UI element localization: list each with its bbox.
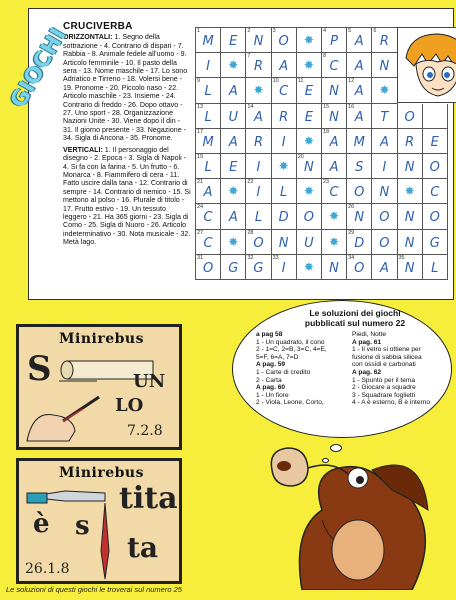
solution-line: 3 - Squadrare foglietti xyxy=(352,391,416,399)
boy-cartoon-icon xyxy=(398,28,456,103)
crossword-cell[interactable] xyxy=(372,179,397,204)
rebus2-letter-s: s xyxy=(75,511,90,541)
cell-letter: I xyxy=(256,159,261,175)
crossword-cell[interactable] xyxy=(196,204,221,229)
arm-syringe-icon xyxy=(23,391,103,445)
cell-letter: G xyxy=(228,260,239,276)
crossword-block xyxy=(221,53,246,78)
cell-letter: O xyxy=(278,34,289,49)
cell-number: 9 xyxy=(197,78,201,85)
crossword-cell[interactable] xyxy=(297,78,322,103)
rebus1-letter-s: S xyxy=(27,349,52,389)
crossword-cell[interactable] xyxy=(372,154,397,179)
cell-number: 3 xyxy=(272,28,276,34)
down-clues xyxy=(63,146,191,247)
solution-line: A pag. 62 xyxy=(352,368,382,376)
solutions-title xyxy=(280,308,430,328)
solution-line: A pag. 59 xyxy=(256,361,286,369)
crossword-cell[interactable] xyxy=(347,255,372,280)
crossword-cell[interactable] xyxy=(347,53,372,78)
cell-letter: O xyxy=(379,210,390,226)
crossword-cell[interactable] xyxy=(398,154,423,179)
cartoon-portrait xyxy=(397,27,456,103)
cell-letter: L xyxy=(280,185,288,201)
solution-line: Piedi, Notte xyxy=(352,331,387,338)
cell-letter: U xyxy=(228,109,239,125)
crossword-cell[interactable] xyxy=(221,204,246,229)
solution-line: 5=F, 6=A, 7=D xyxy=(256,353,299,361)
crossword-cell[interactable] xyxy=(347,129,372,154)
crossword-cell[interactable] xyxy=(297,154,322,179)
cell-letter: A xyxy=(354,34,364,49)
cell-letter: I xyxy=(256,185,261,201)
crossword-title: CRUCIVERBA xyxy=(63,21,133,32)
crossword-cell[interactable] xyxy=(221,28,246,53)
cell-letter: L xyxy=(204,109,212,125)
cell-letter: R xyxy=(405,134,415,150)
crossword-block xyxy=(221,230,246,255)
crossword-cell[interactable] xyxy=(322,53,347,78)
rebus1-numbers: 7.2.8 xyxy=(127,423,163,439)
crossword-block xyxy=(372,78,397,103)
crossword-cell[interactable] xyxy=(347,154,372,179)
cell-letter: N xyxy=(404,235,415,251)
crossword-cell[interactable] xyxy=(196,129,221,154)
cell-number: 28 xyxy=(247,229,254,236)
cell-letter: E xyxy=(229,159,238,175)
solution-line: a pag 58 xyxy=(256,331,283,338)
across-label: ORIZZONTALI: xyxy=(63,33,113,42)
cell-letter: A xyxy=(279,59,289,75)
crossword-cell[interactable] xyxy=(196,28,221,53)
down-label: VERTICALI: xyxy=(63,145,103,154)
cell-letter: C xyxy=(203,235,213,251)
crossword-block xyxy=(322,230,347,255)
minirebus-2-title: Minirebus xyxy=(59,465,144,481)
crossword-cell[interactable] xyxy=(272,53,297,78)
cell-number: 17 xyxy=(197,128,204,135)
cell-letter: P xyxy=(330,34,338,49)
cell-number: 12 xyxy=(348,78,355,85)
rebus2-numbers: 26.1.8 xyxy=(25,561,70,577)
crossword-cell[interactable] xyxy=(347,230,372,255)
crossword-block xyxy=(297,255,322,280)
crossword-cell[interactable] xyxy=(322,78,347,103)
cell-letter: N xyxy=(354,210,365,226)
cell-letter: E xyxy=(304,84,313,100)
section-label xyxy=(2,10,72,130)
cell-number: 33 xyxy=(272,254,279,261)
crossword-cell[interactable] xyxy=(297,230,322,255)
crossword-cell[interactable] xyxy=(372,230,397,255)
cell-letter: L xyxy=(204,159,212,175)
crossword-cell[interactable] xyxy=(272,129,297,154)
cell-letter: C xyxy=(279,84,289,100)
pen-nib-icon xyxy=(95,501,115,581)
crossword-cell[interactable] xyxy=(398,129,423,154)
down-text: 1. Il personaggio del disegno - 2. Epoca - 3. Sigla di Napoli - 4. Si fa con la farina - 5. Un frutto - 6. Monarca - 8. Fiammifero di cera - 11. Fatto uscire dalla tana - 12. Contrario di sempre - 14. Contrario di nemico - 15. Si mettono al polso - 16. Plurale di titolo - 17. Frutto estivo - 19. Un tessuto leggero - 21. Ha 365 giorni - 23. Sigla di Como - 25. Sigla di Nuoro - 26. Articolo indeterminativo - 30. Nota musicale - 32. Metà lago. xyxy=(63,145,191,247)
cell-letter: N xyxy=(329,84,339,100)
cell-number: 20 xyxy=(297,153,304,160)
rebus2-letter-e: è xyxy=(33,509,50,539)
rebus1-word-un: UN xyxy=(133,371,166,392)
cell-letter: A xyxy=(329,134,339,150)
crossword-block xyxy=(297,179,322,204)
solution-line: fusione di sabbia silicea xyxy=(352,353,422,361)
cell-number: 27 xyxy=(197,229,204,236)
solution-line: 1 - Un fiore xyxy=(256,391,289,399)
crossword-cell[interactable] xyxy=(372,129,397,154)
rebus2-word-tita: tita xyxy=(119,481,178,516)
crossword-cell[interactable] xyxy=(272,255,297,280)
cell-letter: I xyxy=(281,134,286,150)
crossword-cell[interactable] xyxy=(322,129,347,154)
solution-line: 2 - Giocare a squadre xyxy=(352,384,416,392)
crossword-cell[interactable] xyxy=(196,104,221,129)
cell-number: 11 xyxy=(297,78,304,85)
crossword-cell[interactable] xyxy=(196,154,221,179)
crossword-cell[interactable] xyxy=(322,28,347,53)
cell-letter: A xyxy=(379,260,389,276)
cell-letter: R xyxy=(379,34,389,49)
cell-letter: N xyxy=(303,159,314,175)
cell-letter: A xyxy=(254,109,263,125)
cell-letter: T xyxy=(380,109,389,125)
cell-letter: M xyxy=(202,34,214,49)
crossword-cell[interactable] xyxy=(272,230,297,255)
cell-letter: A xyxy=(203,185,213,201)
crossword-cell[interactable] xyxy=(221,78,246,103)
crossword-cell[interactable] xyxy=(221,129,246,154)
solution-line: 2 - Viola, Leone, Corto, xyxy=(256,399,324,407)
crossword-cell[interactable] xyxy=(196,179,221,204)
solution-line: 1 - Carte di credito xyxy=(256,368,311,376)
cell-letter: I xyxy=(382,159,387,175)
crossword-cell[interactable] xyxy=(423,179,448,204)
cell-number: 6 xyxy=(373,28,377,34)
cell-number: 19 xyxy=(197,153,204,160)
cell-letter: N xyxy=(329,109,339,125)
cell-number: 2 xyxy=(247,28,251,34)
crossword-cell[interactable] xyxy=(272,78,297,103)
crossword-cell[interactable] xyxy=(372,104,397,129)
cell-number: 16 xyxy=(348,103,355,110)
cell-letter: O xyxy=(429,210,440,226)
cell-number: 22 xyxy=(247,179,254,186)
solution-line: con ossidi e carbonati xyxy=(352,361,416,369)
cell-number: 31 xyxy=(197,254,204,261)
cell-letter: R xyxy=(253,59,263,75)
crossword-cell[interactable] xyxy=(246,28,271,53)
crossword-panel xyxy=(28,8,454,300)
cell-letter: I xyxy=(281,260,286,276)
cell-number: 14 xyxy=(247,103,254,110)
crossword-cell[interactable] xyxy=(246,53,271,78)
crossword-cell[interactable] xyxy=(347,28,372,53)
crossword-block xyxy=(322,204,347,229)
across-text: 1. Segno della sottrazione - 4. Contrario di dispari - 7. Rabbia - 8. Animale fedele all'uomo - 9. Articolo femminile - 10. Il pasto della sera - 13. Nome maschile - 17. Lo sono Adriatico e Tirreno - 18. Volersi bene - 19. Pronome - 20. Piccolo naso - 22. Articolo maschile - 23. Insieme - 24. Contrario di freddo - 26. Dopo ottavo - 27. Uno sport - 28. Organizzazione Nazioni Unite - 30. Viene dopo il din - 31. Il giorno presente - 33. Negazione - 34. Sigla di Ancona - 35. Pronome. xyxy=(63,33,188,143)
crossword-cell[interactable] xyxy=(246,255,271,280)
footnote: Le soluzioni di questi giochi le troverai sul numero 25 xyxy=(6,585,182,594)
cell-letter: N xyxy=(404,159,415,175)
cell-letter: A xyxy=(228,134,238,150)
crossword-cell[interactable] xyxy=(221,255,246,280)
cell-letter: E xyxy=(304,109,313,125)
minirebus-1 xyxy=(16,324,182,450)
crossword-block xyxy=(398,179,423,204)
rebus1-word-lo: LO xyxy=(115,395,144,416)
cell-letter: L xyxy=(254,210,263,226)
crossword-block xyxy=(272,154,297,179)
solution-line: 1 - Un quadrato, il cono xyxy=(256,338,325,346)
crossword-cell[interactable] xyxy=(221,104,246,129)
crossword-cell[interactable] xyxy=(372,255,397,280)
cell-letter: A xyxy=(354,84,364,100)
cell-letter: M xyxy=(202,134,214,150)
crossword-cell[interactable] xyxy=(246,154,271,179)
cell-letter: O xyxy=(303,210,314,226)
cell-number: 13 xyxy=(197,103,204,110)
cell-number: 18 xyxy=(322,128,330,135)
cell-letter: N xyxy=(404,210,415,226)
crossword-cell[interactable] xyxy=(423,129,448,154)
crossword-block xyxy=(297,129,322,154)
cell-letter: A xyxy=(228,210,238,226)
crossword-block xyxy=(221,179,246,204)
cell-letter: G xyxy=(253,260,264,276)
crossword-cell[interactable] xyxy=(347,204,372,229)
cell-number: 5 xyxy=(348,28,352,34)
cell-letter: N xyxy=(278,235,289,251)
cell-letter: N xyxy=(404,260,415,276)
cell-number: 23 xyxy=(322,179,330,186)
crossword-cell[interactable] xyxy=(372,204,397,229)
crossword-cell[interactable] xyxy=(322,154,347,179)
minirebus-1-title: Minirebus xyxy=(59,331,144,347)
crossword-grid-wrap xyxy=(195,27,456,299)
solution-line: A pag. 60 xyxy=(256,384,286,392)
cell-letter: R xyxy=(253,134,263,150)
cell-letter: N xyxy=(379,185,390,201)
crossword-cell[interactable] xyxy=(272,179,297,204)
cell-letter: O xyxy=(354,185,365,201)
cell-number: 24 xyxy=(197,204,204,211)
cell-letter: E xyxy=(430,134,439,150)
crossword-cell[interactable] xyxy=(423,255,448,280)
cell-number: 34 xyxy=(348,254,355,261)
cell-letter: N xyxy=(379,59,390,75)
crossword-cell[interactable] xyxy=(398,255,423,280)
cell-letter: A xyxy=(354,59,364,75)
cell-number: 21 xyxy=(197,179,204,186)
cell-number: 4 xyxy=(322,28,326,34)
dog-cartoon-icon xyxy=(262,440,442,590)
crossword-cell[interactable] xyxy=(423,230,448,255)
crossword-cell[interactable] xyxy=(272,104,297,129)
solution-line: 2 - 1=C, 2=B, 3=C, 4=E, xyxy=(256,346,327,354)
crossword-cell[interactable] xyxy=(246,230,271,255)
solutions-title-line2: pubblicati sul numero 22 xyxy=(304,318,406,328)
crossword-cell[interactable] xyxy=(272,28,297,53)
crossword-cell[interactable] xyxy=(372,28,397,53)
crossword-cell[interactable] xyxy=(423,104,448,129)
cell-letter: I xyxy=(206,59,211,75)
solution-line: 1 - Spunto per il tema xyxy=(352,376,416,384)
cell-number: 35 xyxy=(398,254,405,261)
cell-letter: U xyxy=(304,235,314,251)
cell-number: 7 xyxy=(247,53,251,60)
solution-line: 1 - Il vetro si ottiene per xyxy=(352,346,421,354)
solution-line: 2 - Carta xyxy=(256,376,282,384)
cell-letter: C xyxy=(203,210,213,226)
crossword-cell[interactable] xyxy=(347,104,372,129)
crossword-cell[interactable] xyxy=(196,53,221,78)
solution-line: 4 - A è esterno, B è interno xyxy=(352,399,431,407)
cell-letter: A xyxy=(354,109,364,125)
cell-letter: S xyxy=(355,159,364,175)
cell-letter: C xyxy=(329,59,339,75)
crossword-block xyxy=(246,78,271,103)
crossword-cell[interactable] xyxy=(297,104,322,129)
crossword-cell[interactable] xyxy=(398,204,423,229)
cell-letter: C xyxy=(430,185,440,201)
solutions-left-column xyxy=(256,331,356,407)
crossword-cell[interactable] xyxy=(297,204,322,229)
section-label-text: GIOCHI xyxy=(6,24,72,113)
crossword-cell[interactable] xyxy=(322,255,347,280)
solutions-right-column xyxy=(352,331,452,407)
cell-letter: G xyxy=(429,235,440,251)
cell-letter: O xyxy=(202,260,214,276)
crossword-cell[interactable] xyxy=(272,204,297,229)
cell-letter: L xyxy=(204,84,212,100)
crossword-cell[interactable] xyxy=(246,204,271,229)
crossword-cell[interactable] xyxy=(196,230,221,255)
cell-letter: R xyxy=(279,109,289,125)
crossword-cell[interactable] xyxy=(246,179,271,204)
cell-number: 32 xyxy=(247,254,254,261)
crossword-block xyxy=(297,53,322,78)
cell-number: 1 xyxy=(197,28,201,34)
crossword-cell[interactable] xyxy=(322,104,347,129)
cell-letter: A xyxy=(228,84,238,100)
cell-number: 10 xyxy=(272,78,279,85)
cell-number: 8 xyxy=(322,53,326,60)
cell-letter: A xyxy=(329,159,339,175)
cell-number: 29 xyxy=(348,229,355,236)
crossword-clues xyxy=(63,23,191,250)
crossword-cell[interactable] xyxy=(423,204,448,229)
cell-letter: C xyxy=(329,185,339,201)
cell-letter: O xyxy=(354,260,365,276)
crossword-cell[interactable] xyxy=(322,179,347,204)
cell-letter: O xyxy=(379,235,390,251)
minirebus-2 xyxy=(16,458,182,584)
solutions-title-line1: Le soluzioni dei giochi xyxy=(309,308,401,318)
crossword-cell[interactable] xyxy=(196,78,221,103)
crossword-block xyxy=(297,28,322,53)
cell-letter: A xyxy=(379,134,389,150)
cell-number: 26 xyxy=(348,204,355,211)
across-clues xyxy=(63,33,191,142)
cell-number: 15 xyxy=(322,103,330,110)
crossword-cell[interactable] xyxy=(347,78,372,103)
crossword-cell[interactable] xyxy=(372,53,397,78)
crossword-cell[interactable] xyxy=(246,104,271,129)
crossword-cell[interactable] xyxy=(398,230,423,255)
cell-letter: O xyxy=(429,159,440,175)
cell-letter: O xyxy=(253,235,264,251)
solution-line: A pag. 61 xyxy=(352,338,382,346)
cell-letter: O xyxy=(404,109,415,125)
crossword-cell[interactable] xyxy=(347,179,372,204)
crossword-cell[interactable] xyxy=(246,129,271,154)
cell-letter: M xyxy=(353,134,365,150)
cell-letter: D xyxy=(278,210,289,226)
crossword-cell[interactable] xyxy=(196,255,221,280)
crossword-cell[interactable] xyxy=(221,154,246,179)
cell-letter: E xyxy=(229,34,238,49)
rebus2-word-ta: ta xyxy=(127,531,159,564)
cell-letter: N xyxy=(253,34,264,49)
crossword-cell[interactable] xyxy=(398,104,423,129)
cell-letter: D xyxy=(354,235,365,251)
cell-letter: N xyxy=(329,260,339,276)
crossword-cell[interactable] xyxy=(423,154,448,179)
cell-letter: L xyxy=(431,260,439,276)
